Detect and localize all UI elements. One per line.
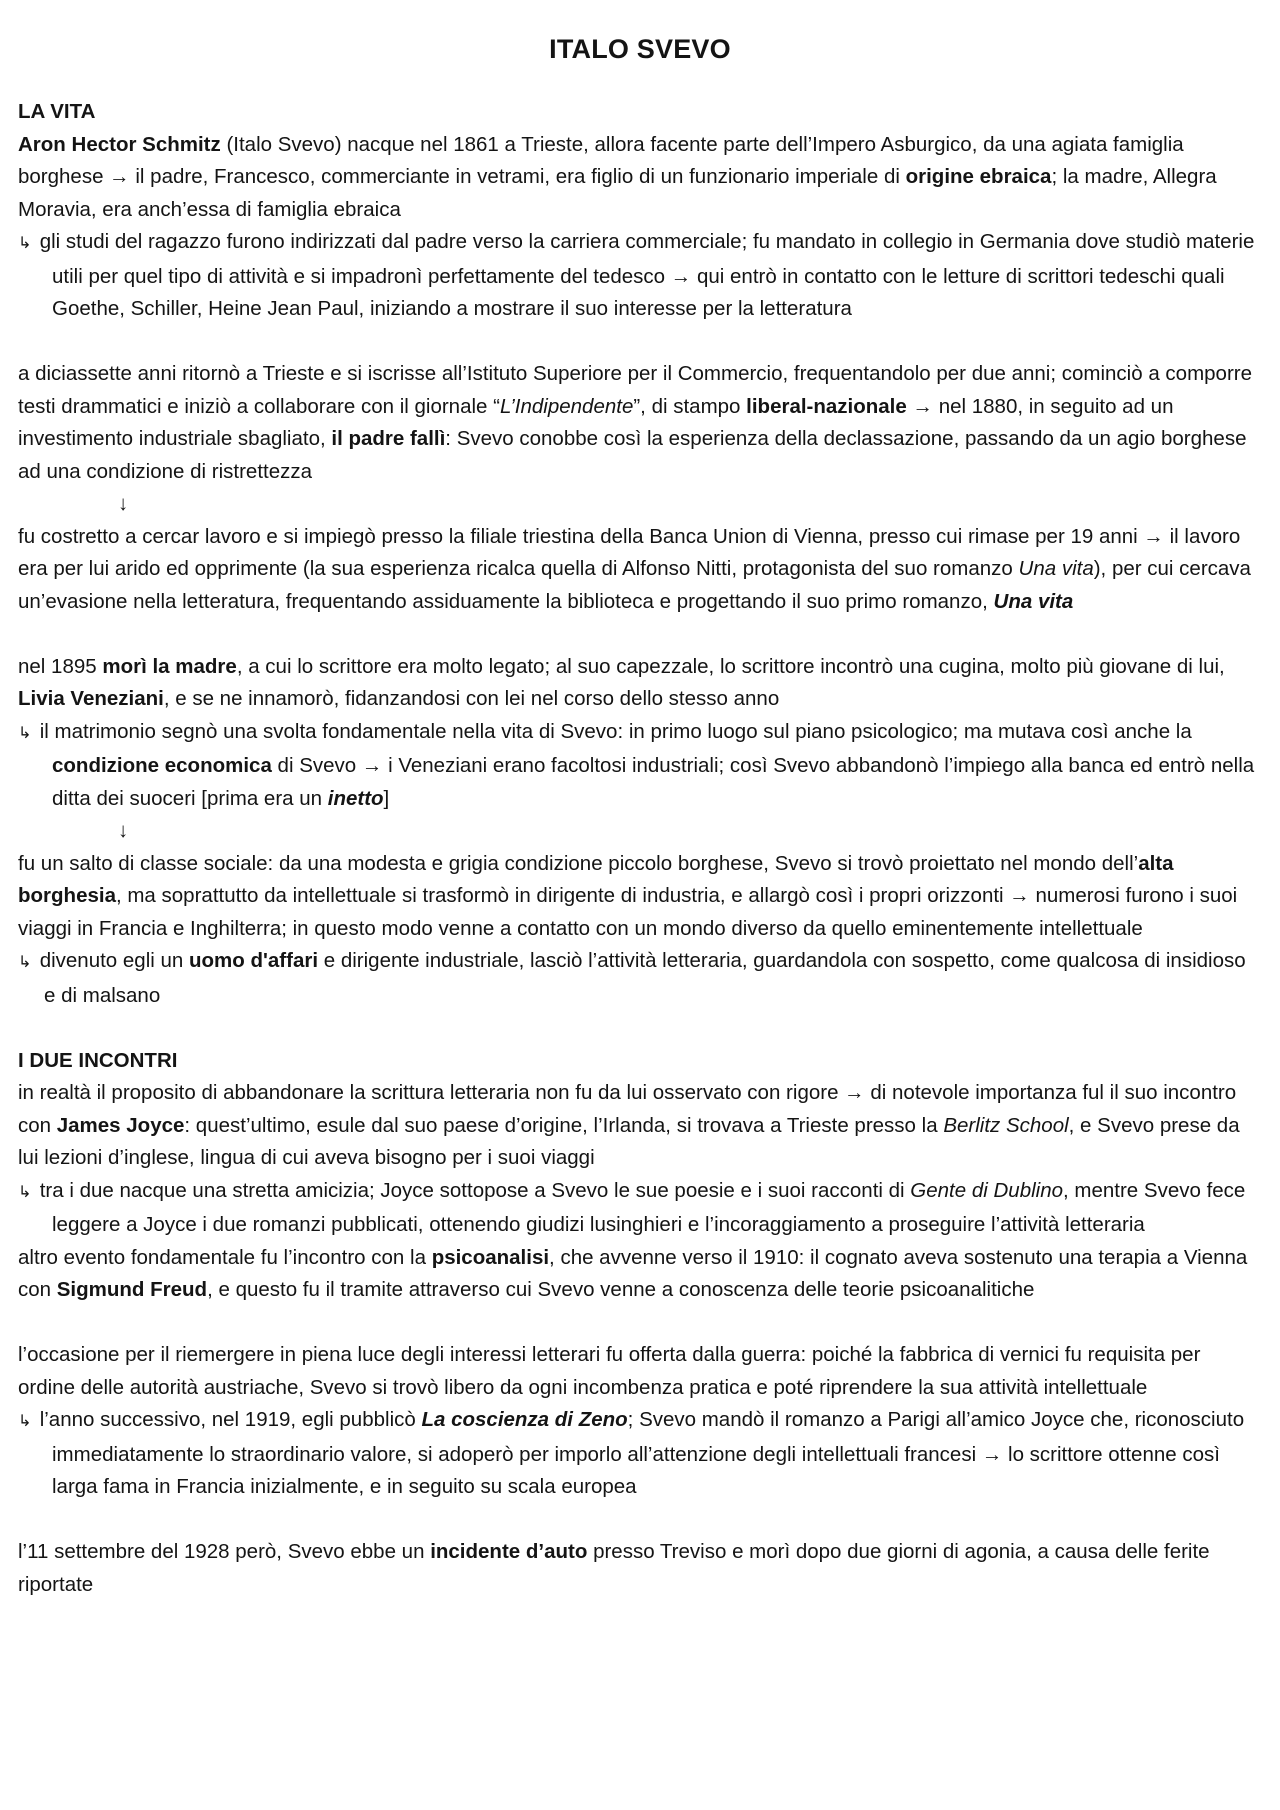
paragraph-bank-job: fu costretto a cercar lavoro e si impiegò presso la filiale triestina della Banca Union di Vienna, presso cui rimase per 19 anni → il lavoro era per lui arido ed opprimente (la sua esperienza ricalca quella di Alfonso Nitti, protagonista del suo romanzo Una vita), per cui cercava un’evasione nella letteratura, frequentando assiduamente la biblioteca e progettando il suo primo romanzo, Una vita — [18, 524, 1251, 613]
paragraph-birth: Aron Hector Schmitz (Italo Svevo) nacque nel 1861 a Trieste, allora facente parte dell’Impero Asburgico, da una agiata famiglia borghese → il padre, Francesco, commerciante in vetrami, era figlio di un funzionario imperiale di origine ebraica; la madre, Allegra Moravia, era anch’essa di famiglia ebraica — [18, 132, 1217, 221]
bold-text: alta borghesia — [18, 851, 1174, 907]
bold-text: incidente d’auto — [430, 1540, 588, 1563]
bold-text: origine ebraica — [905, 165, 1052, 188]
bold-text: liberal-nazionale — [746, 394, 907, 418]
bold-text: Sigmund Freud — [56, 1278, 208, 1301]
italic-text: Gente di Dublino — [910, 1178, 1064, 1202]
italic-text: Una vita — [1018, 557, 1094, 580]
paragraph-psychoanalysis: altro evento fondamentale fu l’incontro con la psicoanalisi, che avvenne verso il 1910: il cognato aveva sostenuto una terapia a Vienna con Sigmund Freud, e questo fu il tramite attraverso cui Svevo venne a conoscenza delle teorie psicoanalitiche — [18, 1245, 1248, 1301]
bold-text: morì la madre — [102, 654, 237, 678]
italic-text: L’Indipendente — [499, 394, 634, 418]
paragraph-studies: ↳ gli studi del ragazzo furono indirizzati dal padre verso la carriera commerciale; fu mandato in collegio in Germania dove studiò materie utili per quel tipo di attività e si impadronì perfettamente del tedesco → qui entrò in contatto con le letture di scrittori tedeschi quali Goethe, Schiller, Heine Jean Paul, iniziando a mostrare il suo interesse per la letteratura — [18, 230, 1255, 320]
paragraph-death: l’11 settembre del 1928 però, Svevo ebbe un incidente d’auto presso Treviso e morì dopo due giorni di agonia, a causa delle ferite riportate — [18, 1540, 1210, 1596]
hook-arrow-icon: ↳ — [18, 1183, 32, 1201]
paragraph-friendship: ↳ tra i due nacque una stretta amicizia; Joyce sottopose a Svevo le sue poesie e i suoi racconti di Gente di Dublino, mentre Svevo fece leggere a Joyce i due romanzi pubblicati, ottenendo giudizi lusinghieri e l’incoraggiamento a proseguire l’attività letteraria — [18, 1178, 1246, 1236]
paragraph-social-leap: fu un salto di classe sociale: da una modesta e grigia condizione piccolo borghese, Svevo si trovò proiettato nel mondo dell’alta borghesia, ma soprattutto da intellettuale si trasformò in dirigente di industria, e allargò così i propri orizzonti → numerosi furono i suoi viaggi in Francia e Inghilterra; in questo modo venne a contatto con un mondo diverso da quello eminentemente intellettuale — [18, 851, 1238, 940]
paragraph-zeno: ↳ l’anno successivo, nel 1919, egli pubblicò La coscienza di Zeno; Svevo mandò il romanzo a Parigi all’amico Joyce che, riconosciuto immediatamente lo straordinario valore, si adoperò per imporlo all’attenzione degli intellettuali francesi → lo scrittore ottenne così larga fama in Francia inizialmente, e in seguito su scala europea — [18, 1408, 1245, 1498]
bold-text: James Joyce — [56, 1113, 185, 1137]
hook-arrow-icon: ↳ — [18, 235, 32, 252]
paragraph-businessman: ↳ divenuto egli un uomo d'affari e dirigente industriale, lasciò l’attività letteraria, guardandola con sospetto, come qualcosa di insidioso e di malsano — [18, 949, 1246, 1007]
bold-text: condizione economica — [52, 754, 272, 777]
italic-text: Berlitz School — [943, 1113, 1069, 1137]
section-heading-vita: LA VITA — [18, 100, 96, 123]
bold-text: Aron Hector Schmitz — [18, 132, 221, 156]
paragraph-marriage: ↳ il matrimonio segnò una svolta fondamentale nella vita di Svevo: in primo luogo sul piano psicologico; ma mutava così anche la condizione economica di Svevo → i Veneziani erano facoltosi industriali; così Svevo abbandonò l’impiego alla banca ed entrò nella ditta dei suoceri [prima era un inetto] — [18, 719, 1255, 810]
bold-italic-text: La coscienza di Zeno — [421, 1408, 628, 1431]
bold-text: uomo d'affari — [189, 949, 319, 972]
hook-arrow-icon: ↳ — [18, 724, 32, 742]
paragraph-mother-death: nel 1895 morì la madre, a cui lo scrittore era molto legato; al suo capezzale, lo scrittore incontrò una cugina, molto più giovane di lui, Livia Veneziani, e se ne innamorò, fidanzandosi con lei nel corso dello stesso anno — [18, 654, 1225, 710]
bold-text: Livia Veneziani — [18, 687, 164, 710]
bold-text: psicoanalisi — [431, 1245, 550, 1269]
section-heading-incontri: I DUE INCONTRI — [18, 1048, 178, 1072]
down-arrow-icon: ↓ — [118, 819, 129, 842]
page-title: ITALO SVEVO — [549, 34, 731, 64]
bold-text: il padre fallì — [331, 427, 446, 450]
paragraph-war: l’occasione per il riemergere in piena luce degli interessi letterari fu offerta dalla guerra: poiché la fabbrica di vernici fu requisita per ordine delle autorità austriache, Svevo si trovò libero da ogni incombenza pratica e poté riprendere la sua attività intellettuale — [18, 1343, 1201, 1399]
down-arrow-icon: ↓ — [118, 492, 129, 515]
bold-italic-text: inetto — [327, 786, 384, 810]
paragraph-return-trieste: a diciassette anni ritornò a Trieste e si iscrisse all’Istituto Superiore per il Commercio, frequentandolo per due anni; cominciò a comporre testi drammatici e iniziò a collaborare con il giornale “L’Indipendente”, di stampo liberal-nazionale → nel 1880, in seguito ad un investimento industriale sbagliato, il padre fallì: Svevo conobbe così la esperienza della declassazione, passando da un agio borghese ad una condizione di ristrettezza — [18, 362, 1253, 483]
hook-arrow-icon: ↳ — [18, 1413, 32, 1430]
bold-italic-text: Una vita — [993, 589, 1074, 613]
hook-arrow-icon: ↳ — [18, 954, 32, 971]
paragraph-joyce: in realtà il proposito di abbandonare la scrittura letteraria non fu da lui osservato con rigore → di notevole importanza ful il suo incontro con James Joyce: quest’ultimo, esule dal suo paese d’origine, l’Irlanda, si trovava a Trieste presso la Berlitz School, e Svevo prese da lui lezioni d’inglese, lingua di cui aveva bisogno per i suoi viaggi — [18, 1081, 1240, 1169]
